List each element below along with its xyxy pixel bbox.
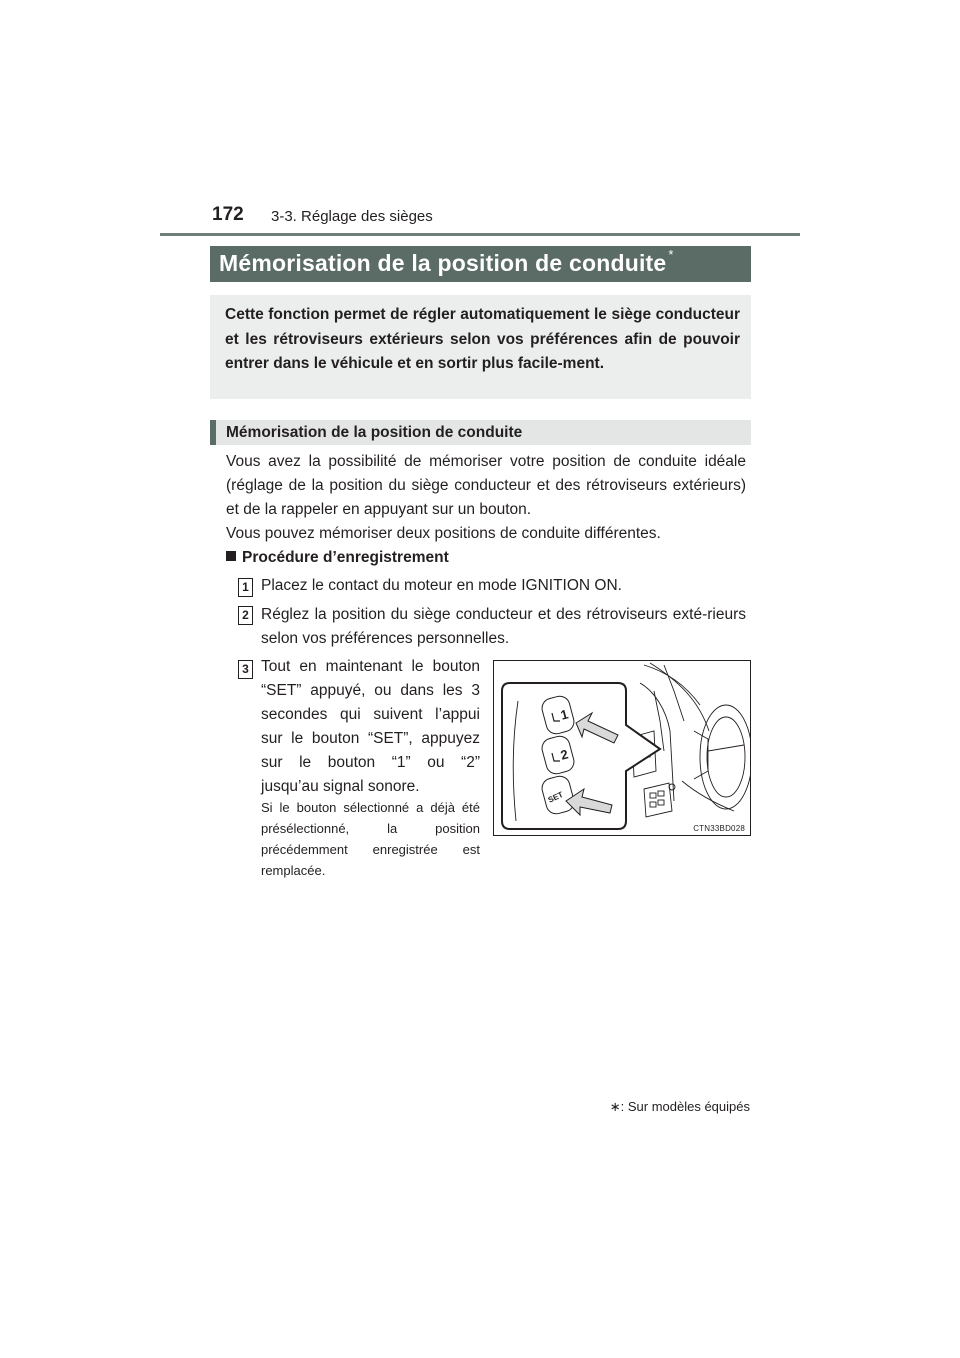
page-number: 172	[212, 204, 244, 225]
button-label-set: SET	[546, 789, 565, 805]
procedure-heading	[226, 549, 449, 567]
step-text-3: Tout en maintenant le bouton “SET” appuyé, ou dans les 3 secondes qui suivent l’appui sur le bouton “SET”, appuyez sur le bouton “1” ou “2” jusqu’au signal sonore.	[261, 658, 480, 795]
paragraph-1: Vous avez la possibilité de mémoriser votre position de conduite idéale (réglage de la position du siège conducteur et des rétroviseurs extérieurs) et de la rappeler en appuyant sur un bouton.	[226, 453, 746, 518]
step-note: Si le bouton sélectionné a déjà été présélectionné, la position précédemment enregistrée est remplacée.	[261, 800, 480, 878]
intro-box	[210, 295, 751, 399]
paragraph-2: Vous pouvez mémoriser deux positions de conduite différentes.	[226, 525, 661, 542]
subsection-marker	[210, 420, 216, 445]
step-text-2: Réglez la position du siège conducteur et des rétroviseurs exté-rieurs selon vos préférences personnelles.	[261, 606, 746, 647]
button-label-2: 2	[558, 746, 570, 763]
asterisk-marker: *	[668, 247, 674, 263]
intro-text: Cette fonction permet de régler automatiquement le siège conducteur et les rétroviseurs extérieurs selon vos préférences afin de pouvoir entrer dans le véhicule et en sortir plus facile-ment.	[225, 306, 740, 372]
subsection-title: Mémorisation de la position de conduite	[226, 424, 523, 441]
step-text-1: Placez le contact du moteur en mode IGNITION ON.	[261, 577, 622, 594]
door-panel-drawing	[494, 661, 750, 835]
subsection-heading	[210, 420, 751, 445]
section-title: Mémorisation de la position de conduite	[219, 250, 667, 276]
section-title-bar	[210, 246, 751, 282]
header-rule	[160, 233, 800, 236]
step-number-2: 2	[238, 606, 253, 625]
figure-code: CTN33BD028	[693, 824, 745, 833]
square-bullet-icon	[226, 551, 236, 561]
procedure-title: Procédure d’enregistrement	[242, 549, 449, 566]
button-label-1: 1	[558, 706, 570, 723]
memory-buttons-illustration	[493, 660, 751, 836]
step-number-1: 1	[238, 578, 253, 597]
breadcrumb: 3-3. Réglage des sièges	[271, 208, 433, 225]
step-number-3: 3	[238, 660, 253, 679]
footnote: ∗: Sur modèles équipés	[609, 1099, 750, 1114]
